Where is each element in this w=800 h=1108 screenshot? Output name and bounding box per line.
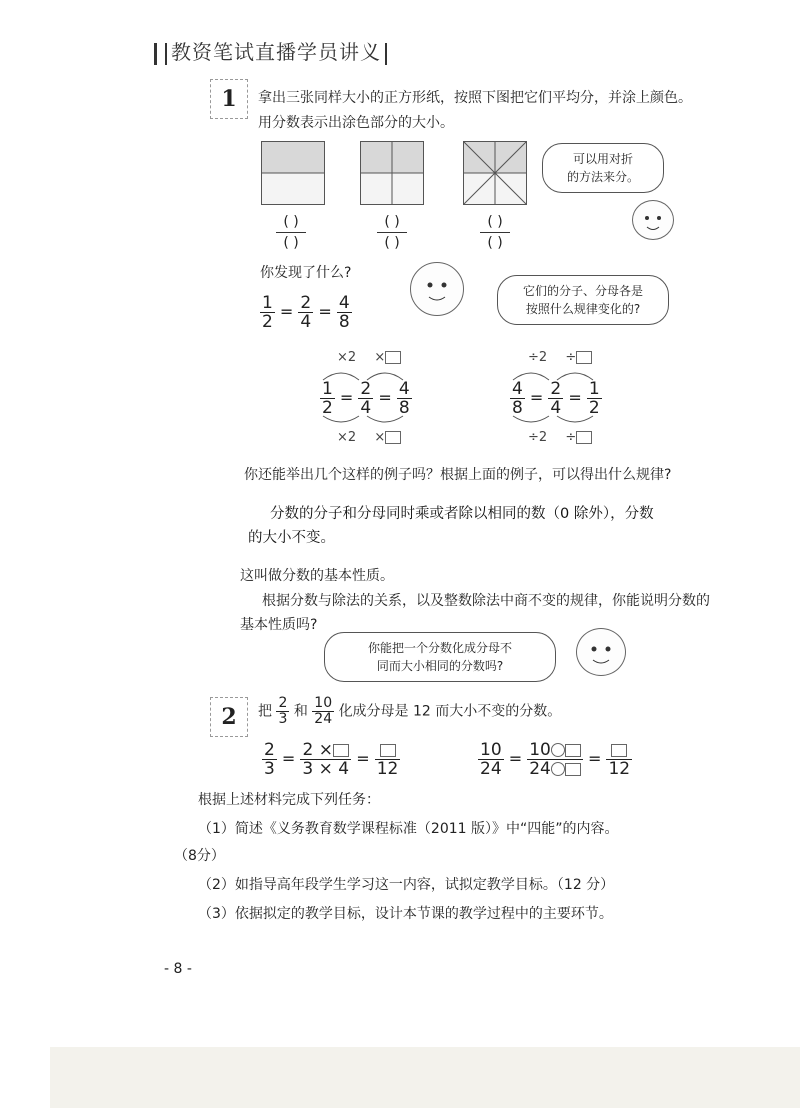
task-2: （2）如指导高年段学生学习这一内容，试拟定教学目标。（12 分）	[198, 877, 615, 893]
header-bar-left	[154, 43, 157, 65]
blank-denominator: ( )	[384, 235, 400, 251]
square-halves	[261, 141, 325, 205]
blank-box	[576, 431, 592, 444]
div-top-labels: ÷2 ÷	[528, 350, 592, 365]
fraction-2-4: $\frac{2}{4}$	[300, 293, 312, 332]
blank-box	[380, 744, 396, 757]
blank-fraction-2	[377, 214, 407, 251]
fraction: 12	[606, 741, 632, 778]
blank-numerator: ( )	[487, 214, 503, 230]
fraction-1-2: $\frac{1}{2}$	[262, 293, 273, 332]
blank-fraction-3	[480, 214, 510, 251]
fraction: $\frac{4}{8}$	[398, 379, 410, 418]
scan-bottom-strip	[50, 1047, 800, 1108]
blank-denominator: ( )	[487, 235, 503, 251]
bubble-line: 的方法来分。	[566, 170, 639, 184]
task-1: （1）简述《义务教育数学课程标准（2011 版）》中“四能”的内容。	[198, 821, 619, 837]
header-title: 教资笔试直播学员讲义	[171, 40, 381, 64]
blank-fraction-1	[276, 214, 306, 251]
fraction: $\frac{2}{3}$	[264, 740, 275, 779]
problem-2-statement: 把 $\frac{2}{3}$ 和 $\frac{10}{24}$ 化成分母是 12 而大小不变的分数。	[258, 695, 562, 727]
blank-box	[565, 744, 581, 757]
bubble-line: 它们的分子、分母各是	[522, 284, 643, 298]
basic-property-name: 这叫做分数的基本性质。	[240, 568, 394, 584]
equivalent-fractions: $\frac{1}{2}$ = $\frac{2}{4}$ = $\frac{4}{8}$	[262, 293, 350, 332]
square-eighths	[463, 141, 527, 205]
problem-2-number: 2	[210, 697, 248, 737]
task-1-score: （8分）	[174, 848, 225, 864]
fraction-2-3: $\frac{2}{3}$	[278, 695, 288, 727]
problem-1-number: 1	[210, 79, 248, 119]
blank-box	[385, 351, 401, 364]
fraction: $\frac{2}{4}$	[360, 379, 372, 418]
fraction: $\frac{4}{8}$	[512, 379, 523, 418]
header-bar-left-thin	[165, 43, 167, 65]
rule-line-2: 的大小不变。	[248, 530, 335, 546]
lecture-header	[150, 36, 391, 65]
mult-fractions: $\frac{1}{2}$ = $\frac{2}{4}$ = $\frac{4}{8}$	[322, 379, 410, 418]
cartoon-child-icon	[576, 628, 626, 676]
fraction: $\frac{10}{24}$	[527, 741, 583, 778]
page-number: - 8 -	[164, 961, 192, 977]
div-bottom-labels: ÷2 ÷	[528, 430, 592, 445]
tasks-intro: 根据上述材料完成下列任务：	[198, 792, 380, 808]
bubble-line: 你能把一个分数化成分母不	[367, 641, 512, 655]
blank-box	[611, 744, 627, 757]
header-bar-right	[385, 43, 387, 65]
speech-bubble-pattern	[497, 275, 669, 325]
blank-box	[385, 431, 401, 444]
cartoon-girl-icon	[632, 200, 674, 240]
task-3: （3）依据拟定的教学目标，设计本节课的教学过程中的主要环节。	[198, 906, 613, 922]
fraction: $\frac{10}{24}$	[480, 740, 502, 779]
fraction: 12	[375, 741, 401, 778]
fraction: $\frac{2 \times}{3 \times 4}$	[302, 740, 350, 779]
problem-2-right-equation: $\frac{10}{24}$ = $\frac{10}{24}$ = 12	[480, 740, 631, 779]
problem-1-line-2: 用分数表示出涂色部分的大小。	[258, 115, 454, 131]
explain-line-2: 基本性质吗?	[240, 617, 318, 633]
square-quarters	[360, 141, 424, 205]
bubble-line: 按照什么规律变化的?	[525, 302, 641, 316]
blank-circle	[551, 762, 565, 776]
problem-1-line-1: 拿出三张同样大小的正方形纸，按照下图把它们平均分，并涂上颜色。	[258, 90, 692, 106]
blank-numerator: ( )	[283, 214, 299, 230]
fraction: $\frac{2}{4}$	[550, 379, 562, 418]
mult-top-labels: ×2 ×	[337, 350, 401, 365]
speech-bubble-fold	[542, 143, 664, 193]
div-fractions: $\frac{4}{8}$ = $\frac{2}{4}$ = $\frac{1}{2}$	[512, 379, 600, 418]
speech-bubble-convert	[324, 632, 556, 682]
blank-box	[333, 744, 349, 757]
blank-box	[565, 763, 581, 776]
bubble-line: 可以用对折	[572, 152, 633, 166]
fraction: $\frac{1}{2}$	[322, 379, 333, 418]
blank-box	[576, 351, 592, 364]
blank-denominator: ( )	[283, 235, 299, 251]
cartoon-boy-icon	[410, 262, 464, 316]
rule-line-1: 分数的分子和分母同时乘或者除以相同的数（0 除外），分数	[270, 506, 654, 522]
fraction-10-24: $\frac{10}{24}$	[314, 695, 333, 727]
fraction-4-8: $\frac{4}{8}$	[338, 293, 350, 332]
discover-question: 你发现了什么?	[260, 265, 352, 281]
examples-question: 你还能举出几个这样的例子吗？根据上面的例子，可以得出什么规律?	[244, 467, 672, 483]
problem-2-left-equation: $\frac{2}{3}$ = $\frac{2 \times}{3 \times 4}$ = 12	[264, 740, 399, 779]
blank-numerator: ( )	[384, 214, 400, 230]
blank-circle	[551, 743, 565, 757]
bubble-line: 同而大小相同的分数吗?	[376, 659, 504, 673]
mult-bottom-labels: ×2 ×	[337, 430, 401, 445]
fraction: $\frac{1}{2}$	[588, 379, 600, 418]
explain-line-1: 根据分数与除法的关系，以及整数除法中商不变的规律，你能说明分数的	[262, 593, 710, 609]
